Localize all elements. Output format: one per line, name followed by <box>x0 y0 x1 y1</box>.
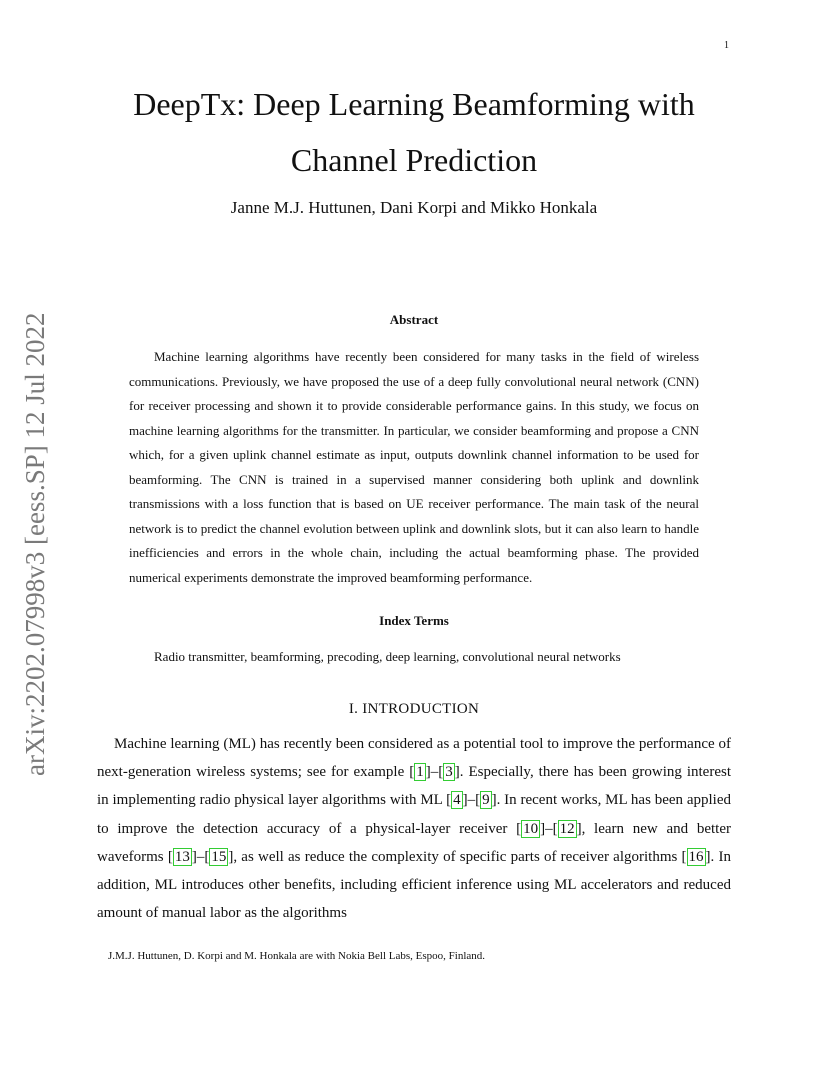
citation-link[interactable]: 13 <box>174 848 190 865</box>
section-heading <box>80 701 748 718</box>
citation-link[interactable]: 9 <box>482 792 490 809</box>
section-title-rest: NTRODUCTION <box>367 701 480 717</box>
intro-text: Machine learning (ML) has recently been considered as a potential tool to improve the performance of next-generation wireless systems; see for example <box>97 736 731 781</box>
citation-link[interactable]: 12 <box>559 820 575 837</box>
citation-link[interactable]: 15 <box>211 848 227 865</box>
intro-text: , learn new and better waveforms <box>97 820 731 865</box>
title-line-1: DeepTx: Deep Learning Beamforming with <box>133 86 695 122</box>
intro-text: , as well as reduce the complexity of specific parts of receiver algorithms <box>233 848 682 865</box>
intro-text: – <box>467 792 476 809</box>
title-line-2: Channel Prediction <box>290 142 538 178</box>
intro-text: – <box>196 848 205 865</box>
page-number: 1 <box>724 40 729 51</box>
section-title <box>362 701 479 717</box>
intro-text: . In addition, ML introduces other benefits, including efficient inference using ML accelerators and reduced amount of manual labor as the algorithms <box>97 848 731 922</box>
citation-link[interactable]: 10 <box>523 820 539 837</box>
author-list: Janne M.J. Huttunen, Dani Korpi and Mikko Honkala <box>230 198 598 217</box>
section-number: I. <box>348 701 359 717</box>
citation-link[interactable]: 1 <box>416 764 424 781</box>
introduction-paragraph: Machine learning (ML) has recently been considered as a potential tool to improve the performance of next-generation wireless systems; see for example [ 1 ]–[ 3 ]. Especially, there has been growing interest in implementing radio physical layer algorithms with ML [ 4 ]–[ 9 ]. In recent works, ML has been applied to improve the detection accuracy of a physical-layer receiver [ 10 ]–[ 12 ], learn new and better waveforms [ 13 ]–[ 15 ], as well as reduce the complexity of specific parts of receiver algorithms [ 16 ]. In addition, ML introduces other benefits, including efficient inference using ML accelerators and reduced amount of manual labor as the algorithms <box>97 736 732 922</box>
abstract-heading: Abstract <box>389 312 439 327</box>
index-terms-heading: Index Terms <box>379 613 449 628</box>
intro-text: . In recent works, ML has been applied to improve the detection accuracy of a physical-layer receiver <box>97 792 732 837</box>
intro-text: – <box>430 764 439 781</box>
author-affiliation-footnote: J.M.J. Huttunen, D. Korpi and M. Honkala are with Nokia Bell Labs, Espoo, Finland. <box>108 950 486 962</box>
citation-link[interactable]: 16 <box>688 848 704 865</box>
intro-text: . Especially, there has been growing interest in implementing radio physical layer algorithms with ML <box>97 764 731 809</box>
index-terms-text: Radio transmitter, beamforming, precoding, deep learning, convolutional neural networks <box>154 649 621 664</box>
abstract-text: Machine learning algorithms have recently been considered for many tasks in the field of wireless communications. Previously, we have proposed the use of a deep fully convolutional neural network (CNN) for receiver processing and shown it to provide considerable performance gains. In this study, we focus on machine learning algorithms for the transmitter. In particular, we consider beamforming and propose a CNN which, for a given uplink channel estimate as input, outputs downlink channel information to be used for beamforming. The CNN is trained in a supervised manner considering both uplink and downlink transmissions with a loss function that is based on UE receiver performance. The main task of the neural network is to predict the channel evolution between uplink and downlink slots, but it can also learn to handle inefficiencies and errors in the whole chain, including the actual beamforming phase. The provided numerical experiments demonstrate the improved beamforming performance. <box>129 349 699 585</box>
citation-link[interactable]: 4 <box>453 792 461 809</box>
section-title-initial: I <box>362 701 368 717</box>
paper-title <box>80 76 748 188</box>
intro-text: – <box>545 820 553 837</box>
citation-link[interactable]: 3 <box>445 764 453 781</box>
arxiv-identifier: arXiv:2202.07998v3 [eess.SP] 12 Jul 2022 <box>20 312 50 776</box>
